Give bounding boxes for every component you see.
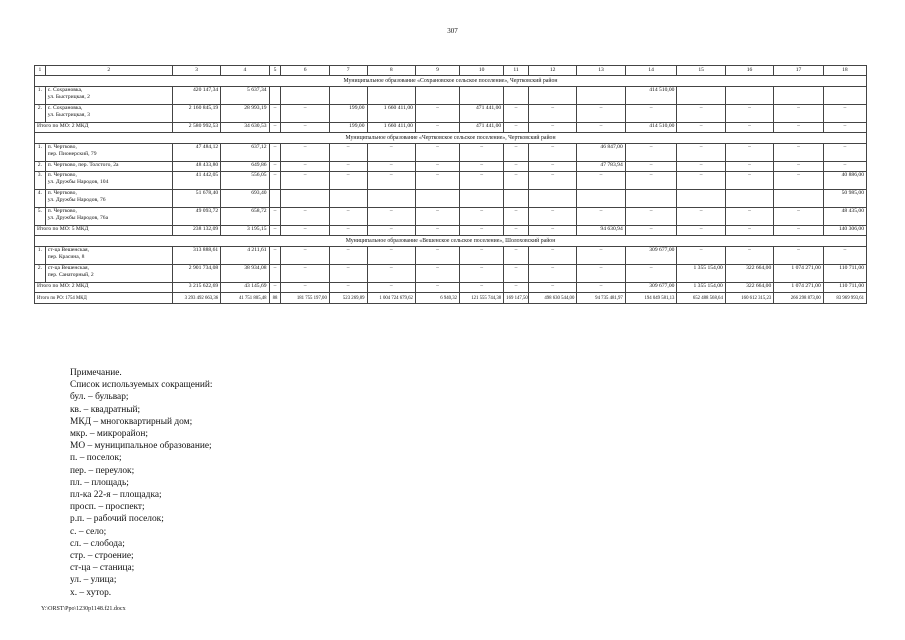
data-cell: 199,00 bbox=[329, 105, 367, 123]
total-cell: 160 612 315,23 bbox=[725, 293, 773, 304]
data-cell: 2 160 845,19 bbox=[172, 105, 220, 123]
data-cell: 420 147,34 bbox=[172, 87, 220, 105]
data-cell: 309 677,00 bbox=[625, 247, 677, 265]
data-cell: – bbox=[774, 172, 824, 190]
data-cell: – bbox=[625, 208, 677, 226]
total-cell: – bbox=[281, 226, 329, 236]
section-title: Муниципальное образование «Чертковское сельское поселение», Чертковский район bbox=[35, 133, 867, 144]
file-path-footer: Y:\ORST\Ppo\1230p1148.f21.docx bbox=[41, 606, 126, 612]
total-cell: – bbox=[329, 226, 367, 236]
total-cell: – bbox=[504, 226, 529, 236]
data-cell bbox=[460, 87, 504, 105]
abbreviation-item: МКД – многоквартирный дом; bbox=[70, 416, 193, 427]
data-cell bbox=[625, 190, 677, 208]
header-cell: 10 bbox=[460, 66, 504, 76]
subtotal-row bbox=[35, 226, 867, 236]
address-cell: ст-ца Вешенская, пер. Красина, 8 bbox=[45, 247, 172, 265]
total-cell: 3 293 492 663,36 bbox=[172, 293, 220, 304]
total-cell: 169 147,50 bbox=[504, 293, 529, 304]
data-cell: – bbox=[269, 105, 281, 123]
data-cell: – bbox=[725, 144, 773, 162]
table-row bbox=[35, 172, 867, 190]
data-cell: – bbox=[329, 162, 367, 172]
data-cell: – bbox=[367, 144, 415, 162]
header-cell: 17 bbox=[774, 66, 824, 76]
data-cell bbox=[367, 87, 415, 105]
data-cell: – bbox=[504, 105, 529, 123]
address-cell: п. Чертково, пер. Толстого, 2а bbox=[45, 162, 172, 172]
data-cell: – bbox=[528, 105, 576, 123]
data-cell: 46 847,00 bbox=[577, 144, 625, 162]
total-cell: 471 441,00 bbox=[460, 123, 504, 133]
total-label: Итого по МО: 2 МКД bbox=[35, 123, 173, 133]
total-cell: 414 510,00 bbox=[625, 123, 677, 133]
data-cell: – bbox=[281, 162, 329, 172]
header-cell: 4 bbox=[221, 66, 269, 76]
total-cell: 140 306,00 bbox=[823, 226, 866, 236]
data-cell: 414 510,00 bbox=[625, 87, 677, 105]
total-cell: – bbox=[528, 226, 576, 236]
data-cell: – bbox=[725, 208, 773, 226]
address-cell: п. Чертково, ул. Дружбы Народов, 76а bbox=[45, 208, 172, 226]
table-row bbox=[35, 105, 867, 123]
abbreviation-item: МО – муниципальное образование; bbox=[70, 441, 212, 452]
address-cell: п. Чертково, ул. Дружбы Народов, 76 bbox=[45, 190, 172, 208]
data-cell: – bbox=[823, 144, 866, 162]
data-cell: – bbox=[823, 105, 866, 123]
total-cell: – bbox=[281, 123, 329, 133]
data-cell: – bbox=[504, 162, 529, 172]
total-cell: 43 145,69 bbox=[221, 283, 269, 293]
data-cell: – bbox=[281, 105, 329, 123]
data-cell: – bbox=[625, 105, 677, 123]
abbreviation-item: просп. – проспект; bbox=[70, 502, 145, 513]
data-cell bbox=[329, 190, 367, 208]
total-cell: – bbox=[281, 283, 329, 293]
data-cell: – bbox=[725, 247, 773, 265]
address-cell: с. Сохрановка, ул. Быстрицкая, 2 bbox=[45, 87, 172, 105]
data-cell: – bbox=[415, 162, 459, 172]
data-cell: – bbox=[281, 247, 329, 265]
header-cell: 6 bbox=[281, 66, 329, 76]
data-cell: – bbox=[329, 172, 367, 190]
header-cell: 1 bbox=[35, 66, 46, 76]
data-cell: – bbox=[577, 265, 625, 283]
data-cell: – bbox=[725, 162, 773, 172]
total-cell: 110 711,00 bbox=[823, 283, 866, 293]
data-cell: – bbox=[367, 162, 415, 172]
abbreviations-note bbox=[70, 367, 213, 599]
data-cell: – bbox=[281, 172, 329, 190]
table-row bbox=[35, 190, 867, 208]
header-cell: 3 bbox=[172, 66, 220, 76]
data-cell: – bbox=[577, 172, 625, 190]
data-cell bbox=[725, 87, 773, 105]
data-cell: 637,12 bbox=[221, 144, 269, 162]
data-cell: 47 484,12 bbox=[172, 144, 220, 162]
abbreviation-item: пер. – переулок; bbox=[70, 465, 135, 476]
data-cell: – bbox=[528, 162, 576, 172]
header-cell: 13 bbox=[577, 66, 625, 76]
table-row bbox=[35, 265, 867, 283]
data-cell: 1 355 154,00 bbox=[677, 265, 725, 283]
total-label: Итого по РО: 1754 МКД bbox=[35, 293, 173, 304]
data-cell: – bbox=[677, 208, 725, 226]
total-cell: 88 bbox=[269, 293, 281, 304]
data-cell: – bbox=[329, 247, 367, 265]
total-label: Итого по МО: 5 МКД bbox=[35, 226, 173, 236]
data-cell: 48 435,00 bbox=[823, 208, 866, 226]
data-cell: 47 783,94 bbox=[577, 162, 625, 172]
data-cell: – bbox=[269, 144, 281, 162]
data-cell bbox=[528, 190, 576, 208]
data-cell: – bbox=[774, 162, 824, 172]
total-cell: – bbox=[269, 283, 281, 293]
address-cell: ст-ца Вешенская, пер. Санаторный, 2 bbox=[45, 265, 172, 283]
table-header-row bbox=[35, 66, 867, 76]
header-cell: 11 bbox=[504, 66, 529, 76]
subtotal-row bbox=[35, 283, 867, 293]
data-cell: – bbox=[269, 208, 281, 226]
table-row bbox=[35, 162, 867, 172]
data-cell: – bbox=[281, 144, 329, 162]
data-cell bbox=[269, 190, 281, 208]
total-cell: 199,00 bbox=[329, 123, 367, 133]
data-cell: – bbox=[460, 144, 504, 162]
data-cell bbox=[677, 87, 725, 105]
data-cell: – bbox=[528, 247, 576, 265]
section-title-row bbox=[35, 76, 867, 87]
data-cell bbox=[577, 190, 625, 208]
total-cell: 34 630,53 bbox=[221, 123, 269, 133]
data-cell: 38 934,08 bbox=[221, 265, 269, 283]
total-cell: 1 660 411,00 bbox=[367, 123, 415, 133]
total-cell: – bbox=[577, 123, 625, 133]
data-cell: – bbox=[577, 105, 625, 123]
data-cell: – bbox=[725, 105, 773, 123]
total-cell: – bbox=[677, 123, 725, 133]
data-cell: – bbox=[269, 247, 281, 265]
data-cell: – bbox=[577, 247, 625, 265]
total-cell: – bbox=[269, 123, 281, 133]
data-cell bbox=[281, 87, 329, 105]
data-cell bbox=[528, 87, 576, 105]
data-cell: 41 442,05 bbox=[172, 172, 220, 190]
data-cell: 649,86 bbox=[221, 162, 269, 172]
abbreviation-item: х. – хутор. bbox=[70, 587, 112, 598]
data-cell: – bbox=[329, 265, 367, 283]
section-title-row bbox=[35, 133, 867, 144]
abbreviation-item: р.п. – рабочий поселок; bbox=[70, 514, 164, 525]
header-cell: 2 bbox=[45, 66, 172, 76]
data-cell: – bbox=[281, 265, 329, 283]
data-cell: 2. bbox=[35, 265, 46, 283]
header-cell: 16 bbox=[725, 66, 773, 76]
data-cell bbox=[504, 190, 529, 208]
data-cell: – bbox=[504, 247, 529, 265]
data-cell bbox=[415, 190, 459, 208]
data-cell: 658,72 bbox=[221, 208, 269, 226]
header-cell: 12 bbox=[528, 66, 576, 76]
data-cell: 2. bbox=[35, 162, 46, 172]
data-cell: – bbox=[415, 172, 459, 190]
data-cell: – bbox=[329, 144, 367, 162]
data-cell bbox=[677, 190, 725, 208]
data-cell: – bbox=[269, 162, 281, 172]
data-cell bbox=[329, 87, 367, 105]
data-cell: – bbox=[677, 162, 725, 172]
data-cell: – bbox=[281, 208, 329, 226]
grand-total-row bbox=[35, 293, 867, 304]
total-cell: 83 969 993,61 bbox=[823, 293, 866, 304]
data-cell bbox=[367, 190, 415, 208]
table-row bbox=[35, 144, 867, 162]
total-cell: – bbox=[269, 226, 281, 236]
total-cell: – bbox=[725, 226, 773, 236]
abbreviation-item: пл. – площадь; bbox=[70, 477, 129, 488]
total-label: Итого по МО: 2 МКД bbox=[35, 283, 173, 293]
data-cell bbox=[504, 87, 529, 105]
header-cell: 7 bbox=[329, 66, 367, 76]
data-cell: – bbox=[823, 247, 866, 265]
section-title-row bbox=[35, 236, 867, 247]
data-cell: – bbox=[329, 208, 367, 226]
data-cell: 28 993,19 bbox=[221, 105, 269, 123]
total-cell: 6 940,32 bbox=[415, 293, 459, 304]
data-cell: 40 886,00 bbox=[823, 172, 866, 190]
data-cell: – bbox=[677, 105, 725, 123]
data-cell: – bbox=[504, 208, 529, 226]
abbreviation-item: стр. – строение; bbox=[70, 551, 134, 562]
abbreviation-item: сл. – слобода; bbox=[70, 538, 125, 549]
repair-funding-table bbox=[34, 65, 867, 304]
note-heading: Примечание. bbox=[70, 368, 122, 378]
data-cell: 5 637,34 bbox=[221, 87, 269, 105]
total-cell: 41 751 805,48 bbox=[221, 293, 269, 304]
table-row bbox=[35, 87, 867, 105]
abbreviation-item: ул. – улица; bbox=[70, 575, 117, 586]
data-cell: 1. bbox=[35, 144, 46, 162]
subtotal-row bbox=[35, 123, 867, 133]
data-cell: – bbox=[460, 208, 504, 226]
address-cell: п. Чертково, ул. Дружбы Народов, 104 bbox=[45, 172, 172, 190]
section-title: Муниципальное образование «Вешенское сельское поселение», Шолоховский район bbox=[35, 236, 867, 247]
data-cell bbox=[269, 87, 281, 105]
data-cell: 5. bbox=[35, 208, 46, 226]
total-cell: – bbox=[460, 283, 504, 293]
data-cell: – bbox=[774, 208, 824, 226]
data-cell: – bbox=[677, 144, 725, 162]
address-cell: с. Сохрановка, ул. Быстрицкая, 3 bbox=[45, 105, 172, 123]
data-cell: 51 678,40 bbox=[172, 190, 220, 208]
header-cell: 9 bbox=[415, 66, 459, 76]
data-cell: 48 433,80 bbox=[172, 162, 220, 172]
total-cell: – bbox=[774, 226, 824, 236]
abbreviation-item: ст-ца – станица; bbox=[70, 563, 135, 574]
total-cell: – bbox=[625, 226, 677, 236]
data-cell: 2. bbox=[35, 105, 46, 123]
abbreviation-item: пл-ка 22-я – площадка; bbox=[70, 490, 162, 501]
total-cell: 652 488 568,64 bbox=[677, 293, 725, 304]
data-cell: – bbox=[269, 265, 281, 283]
total-cell: – bbox=[823, 123, 866, 133]
data-cell: 2 901 734,08 bbox=[172, 265, 220, 283]
data-cell: – bbox=[415, 105, 459, 123]
data-cell: – bbox=[625, 172, 677, 190]
data-cell: – bbox=[625, 144, 677, 162]
total-cell: – bbox=[528, 123, 576, 133]
total-cell: 266 298 873,00 bbox=[774, 293, 824, 304]
data-cell: – bbox=[415, 247, 459, 265]
total-cell: – bbox=[415, 226, 459, 236]
total-cell: 94 735 481,97 bbox=[577, 293, 625, 304]
data-cell: – bbox=[269, 172, 281, 190]
total-cell: – bbox=[577, 283, 625, 293]
data-cell: – bbox=[415, 265, 459, 283]
data-cell: 3. bbox=[35, 172, 46, 190]
total-cell: 194 049 581,13 bbox=[625, 293, 677, 304]
data-cell: – bbox=[415, 208, 459, 226]
data-cell: – bbox=[460, 247, 504, 265]
abbreviation-item: мкр. – микрорайон; bbox=[70, 429, 148, 440]
data-cell: – bbox=[774, 144, 824, 162]
total-cell: – bbox=[367, 226, 415, 236]
address-cell: п. Чертково, пер. Пионерский, 79 bbox=[45, 144, 172, 162]
total-cell: 238 132,09 bbox=[172, 226, 220, 236]
section-title: Муниципальное образование «Сохрановское сельское поселение», Чертковский район bbox=[35, 76, 867, 87]
data-cell: 556,05 bbox=[221, 172, 269, 190]
data-cell: 1 074 271,00 bbox=[774, 265, 824, 283]
data-cell: – bbox=[504, 144, 529, 162]
data-cell bbox=[281, 190, 329, 208]
data-cell: 50 985,00 bbox=[823, 190, 866, 208]
abbreviation-item: бул. – бульвар; bbox=[70, 392, 129, 403]
total-cell: – bbox=[677, 226, 725, 236]
data-cell: – bbox=[528, 144, 576, 162]
total-cell: – bbox=[415, 123, 459, 133]
data-cell: – bbox=[367, 265, 415, 283]
header-cell: 8 bbox=[367, 66, 415, 76]
data-cell: – bbox=[504, 265, 529, 283]
data-cell bbox=[415, 87, 459, 105]
data-cell: – bbox=[625, 265, 677, 283]
page-number: 307 bbox=[447, 27, 458, 35]
header-cell: 18 bbox=[823, 66, 866, 76]
header-cell: 14 bbox=[625, 66, 677, 76]
total-cell: – bbox=[774, 123, 824, 133]
total-cell: – bbox=[460, 226, 504, 236]
total-cell: 1 074 271,00 bbox=[774, 283, 824, 293]
data-cell: – bbox=[823, 162, 866, 172]
data-cell: – bbox=[367, 208, 415, 226]
header-cell: 5 bbox=[269, 66, 281, 76]
total-cell: 309 677,00 bbox=[625, 283, 677, 293]
abbreviation-item: п. – поселок; bbox=[70, 453, 122, 464]
data-cell: – bbox=[528, 172, 576, 190]
data-cell bbox=[823, 87, 866, 105]
data-cell: 110 711,00 bbox=[823, 265, 866, 283]
data-cell: – bbox=[415, 144, 459, 162]
data-cell: 1 660 411,00 bbox=[367, 105, 415, 123]
data-cell bbox=[774, 87, 824, 105]
data-cell: – bbox=[677, 247, 725, 265]
data-cell bbox=[577, 87, 625, 105]
total-cell: 94 630,94 bbox=[577, 226, 625, 236]
data-cell: 471 441,00 bbox=[460, 105, 504, 123]
header-cell: 15 bbox=[677, 66, 725, 76]
data-cell: – bbox=[504, 172, 529, 190]
total-cell: 3 195,15 bbox=[221, 226, 269, 236]
table-row bbox=[35, 208, 867, 226]
total-cell: – bbox=[415, 283, 459, 293]
total-cell: 181 755 197,00 bbox=[281, 293, 329, 304]
abbreviation-item: кв. – квадратный; bbox=[70, 404, 141, 415]
data-cell bbox=[725, 190, 773, 208]
data-cell: 313 888,61 bbox=[172, 247, 220, 265]
total-cell: 322 664,00 bbox=[725, 283, 773, 293]
data-cell: – bbox=[367, 172, 415, 190]
data-cell: – bbox=[528, 265, 576, 283]
abbreviation-item: с. – село; bbox=[70, 526, 107, 537]
total-cell: – bbox=[504, 123, 529, 133]
data-cell: – bbox=[774, 247, 824, 265]
total-cell: 2 580 992,53 bbox=[172, 123, 220, 133]
data-cell: 693,40 bbox=[221, 190, 269, 208]
data-cell: – bbox=[460, 162, 504, 172]
total-cell: 498 630 544,00 bbox=[528, 293, 576, 304]
total-cell: – bbox=[504, 283, 529, 293]
data-cell: 322 664,00 bbox=[725, 265, 773, 283]
data-cell: – bbox=[725, 172, 773, 190]
total-cell: 121 555 744,38 bbox=[460, 293, 504, 304]
total-cell: 1 355 154,00 bbox=[677, 283, 725, 293]
total-cell: 1 004 724 679,62 bbox=[367, 293, 415, 304]
total-cell: – bbox=[367, 283, 415, 293]
data-cell: – bbox=[774, 105, 824, 123]
data-cell: – bbox=[528, 208, 576, 226]
total-cell: – bbox=[725, 123, 773, 133]
table-row bbox=[35, 247, 867, 265]
data-cell: – bbox=[460, 172, 504, 190]
data-cell: – bbox=[460, 265, 504, 283]
data-cell: – bbox=[367, 247, 415, 265]
data-cell: – bbox=[577, 208, 625, 226]
data-cell: 1. bbox=[35, 247, 46, 265]
data-cell: 49 093,72 bbox=[172, 208, 220, 226]
data-cell: – bbox=[625, 162, 677, 172]
total-cell: – bbox=[329, 283, 367, 293]
total-cell: 3 215 622,69 bbox=[172, 283, 220, 293]
data-cell: 4. bbox=[35, 190, 46, 208]
total-cell: – bbox=[528, 283, 576, 293]
total-cell: 523 269,89 bbox=[329, 293, 367, 304]
note-subheading: Список используемых сокращений: bbox=[70, 380, 213, 391]
data-cell bbox=[460, 190, 504, 208]
data-cell: 1. bbox=[35, 87, 46, 105]
data-cell: 4 211,61 bbox=[221, 247, 269, 265]
data-cell: – bbox=[677, 172, 725, 190]
data-cell bbox=[774, 190, 824, 208]
